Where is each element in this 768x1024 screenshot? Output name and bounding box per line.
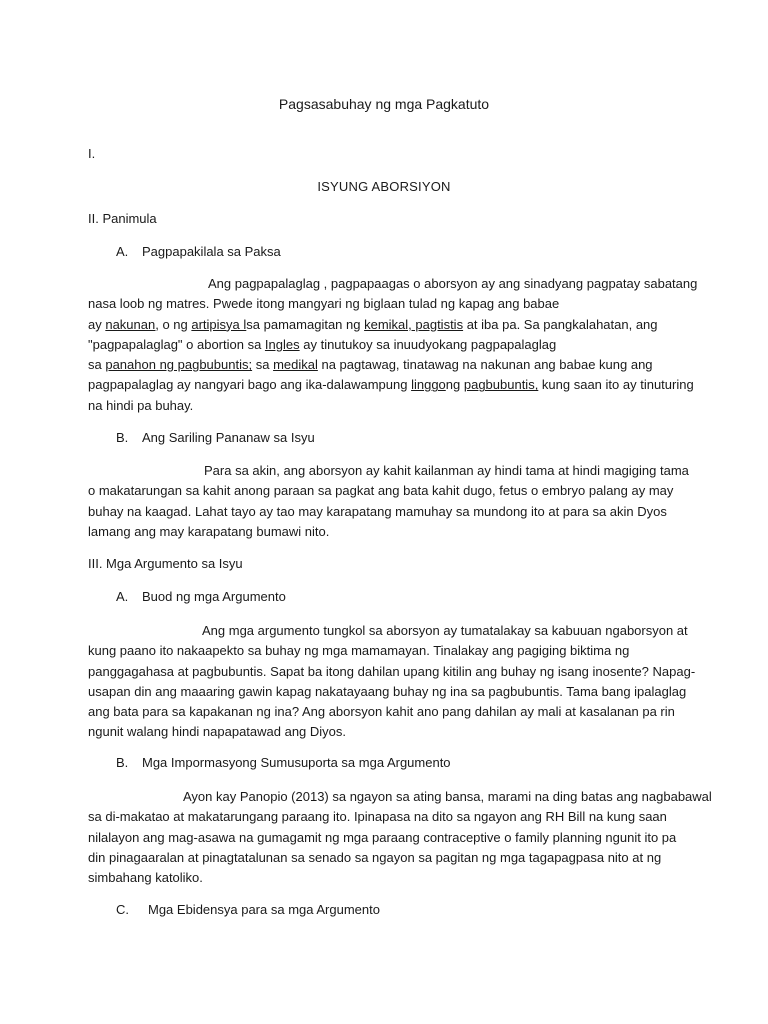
support-line: simbahang katoliko. [88,870,203,886]
intro-line-7: na hindi pa buhay. [88,397,194,413]
intro-line-6 [88,375,694,395]
underlined-term-ingles: Ingles [264,336,300,352]
view-line: Para sa akin, ang aborsyon ay kahit kailanman ay hindi tama at hindi magiging tama [204,463,689,478]
support-line: sa di-makatao at makatarungang paraang ito. Ipinapasa na dito sa ngayon ang RH Bill na kung saan [88,809,667,825]
view-line: buhay na kaagad. Lahat tayo ay tao may karapatang mamuhay sa mundong ito at para sa akin Dyos [88,503,667,519]
argument-line: panggagahasa at pagbubuntis. Sapat ba itong dahilan upang kitilin ang buhay ng isang inosente? Napag- [88,663,696,679]
intro-line-5 [88,355,688,375]
subheading-a-paksa [116,244,281,259]
view-line: o makatarungan sa kahit anong paraan sa pagkat ang bata kahit dugo, fetus o embryo palang ay may [88,483,674,499]
text-run: ay [88,316,106,332]
text-run: sa pamamagitan ng [246,316,365,332]
intro-line-4 [88,335,688,355]
support-line: din pinagaaralan at pinagtatalunan sa senado sa ngayon sa pagitan ng mga tagapagpasa nito at ng [88,849,662,865]
subheading-3b-impormasyon [116,755,451,770]
text-run: "pagpapalaglag" o abortion sa [88,336,265,352]
section-2-heading: II. Panimula [88,211,157,226]
arguments-paragraph [88,621,696,743]
subheading-letter: B. [116,430,129,445]
text-run: kung saan ito ay tinuturing [538,377,694,393]
argument-line: usapan din ang maaaring gawin kapag nakatayaang buhay ng ina sa pagbubuntis. Tama bang ipalaglag [88,683,687,699]
document-title: Pagsasabuhay ng mga Pagkatuto [278,96,490,112]
intro-line-1: Ang pagpapalaglag , pagpapaagas o aborsyon ay ang sinadyang pagpatay sabatang [208,276,698,291]
subheading-label: Ang Sariling Pananaw sa Isyu [142,430,315,445]
view-line: lamang ang may karapatang bumawi nito. [88,523,330,539]
support-paragraph [88,787,712,888]
text-run: pagpapalaglag ay nangyari bago ang ika-dalawampung [88,377,412,393]
subheading-label: Pagpapakilala sa Paksa [142,244,281,259]
subheading-letter: C. [116,902,129,917]
support-line: nilalayon ang mag-asawa na gumagamit ng mga paraang contraceptive o family planning ngunit ito pa [88,829,677,845]
subheading-letter: A. [116,589,129,604]
argument-line: ang bata para sa kapakanan ng ina? Ang aborsyon kahit ano pang dahilan ay mali at kasalanan pa rin [88,704,675,720]
subheading-3c-ebidensya [116,902,380,917]
argument-line: Ang mga argumento tungkol sa aborsyon ay tumatalakay sa kabuuan ngaborsyon at [202,623,688,638]
section-1-heading: I. [88,146,96,161]
text-run: sa [252,357,274,373]
subheading-letter: A. [116,244,129,259]
text-run: ay tinutukoy sa inuudyokang pagpapalaglag [299,336,557,352]
underlined-term-artipisyal: artipisya l [191,316,247,332]
underlined-term-nakunan: nakunan, [105,316,159,332]
support-line: Ayon kay Panopio (2013) sa ngayon sa ating bansa, marami na ding batas ang nagbabawal [183,789,712,804]
underlined-term-medikal: medikal [273,357,318,373]
view-paragraph [88,461,688,542]
intro-paragraph [88,274,698,416]
text-run: na pagtawag, tinatawag na nakunan ang babae kung ang [317,357,653,373]
text-run: sa [88,357,106,373]
subheading-label: Buod ng mga Argumento [142,589,286,604]
underlined-term-panahon: panahon ng pagbubuntis; [105,357,253,373]
subheading-b-pananaw [116,430,315,445]
text-run: at iba pa. Sa pangkalahatan, ang [463,316,658,332]
text-run: o ng [158,316,192,332]
subheading-letter: B. [116,755,129,770]
subheading-3a-buod [116,589,286,604]
intro-line-3 [88,315,688,335]
text-run: ng [445,377,464,393]
subheading-label: Mga Ebidensya para sa mga Argumento [148,902,380,917]
argument-line: ngunit walang hindi napapatawad ang Diyos. [88,724,347,740]
underlined-term-kemikal: kemikal, pagtistis [364,316,464,332]
argument-line: kung paano ito nakaapekto sa buhay ng mga mamamayan. Tinalakay ang pagiging biktima ng [88,643,630,659]
topic-heading: ISYUNG ABORSIYON [317,179,451,194]
underlined-term-linggo: linggo [411,377,446,393]
intro-line-2: nasa loob ng matres. Pwede itong mangyari ng biglaan tulad ng kapag ang babae [88,296,560,312]
underlined-term-pagbubuntis: pagbubuntis, [463,377,539,393]
subheading-label: Mga Impormasyong Sumusuporta sa mga Argumento [142,755,451,770]
section-3-heading: III. Mga Argumento sa Isyu [88,556,243,571]
